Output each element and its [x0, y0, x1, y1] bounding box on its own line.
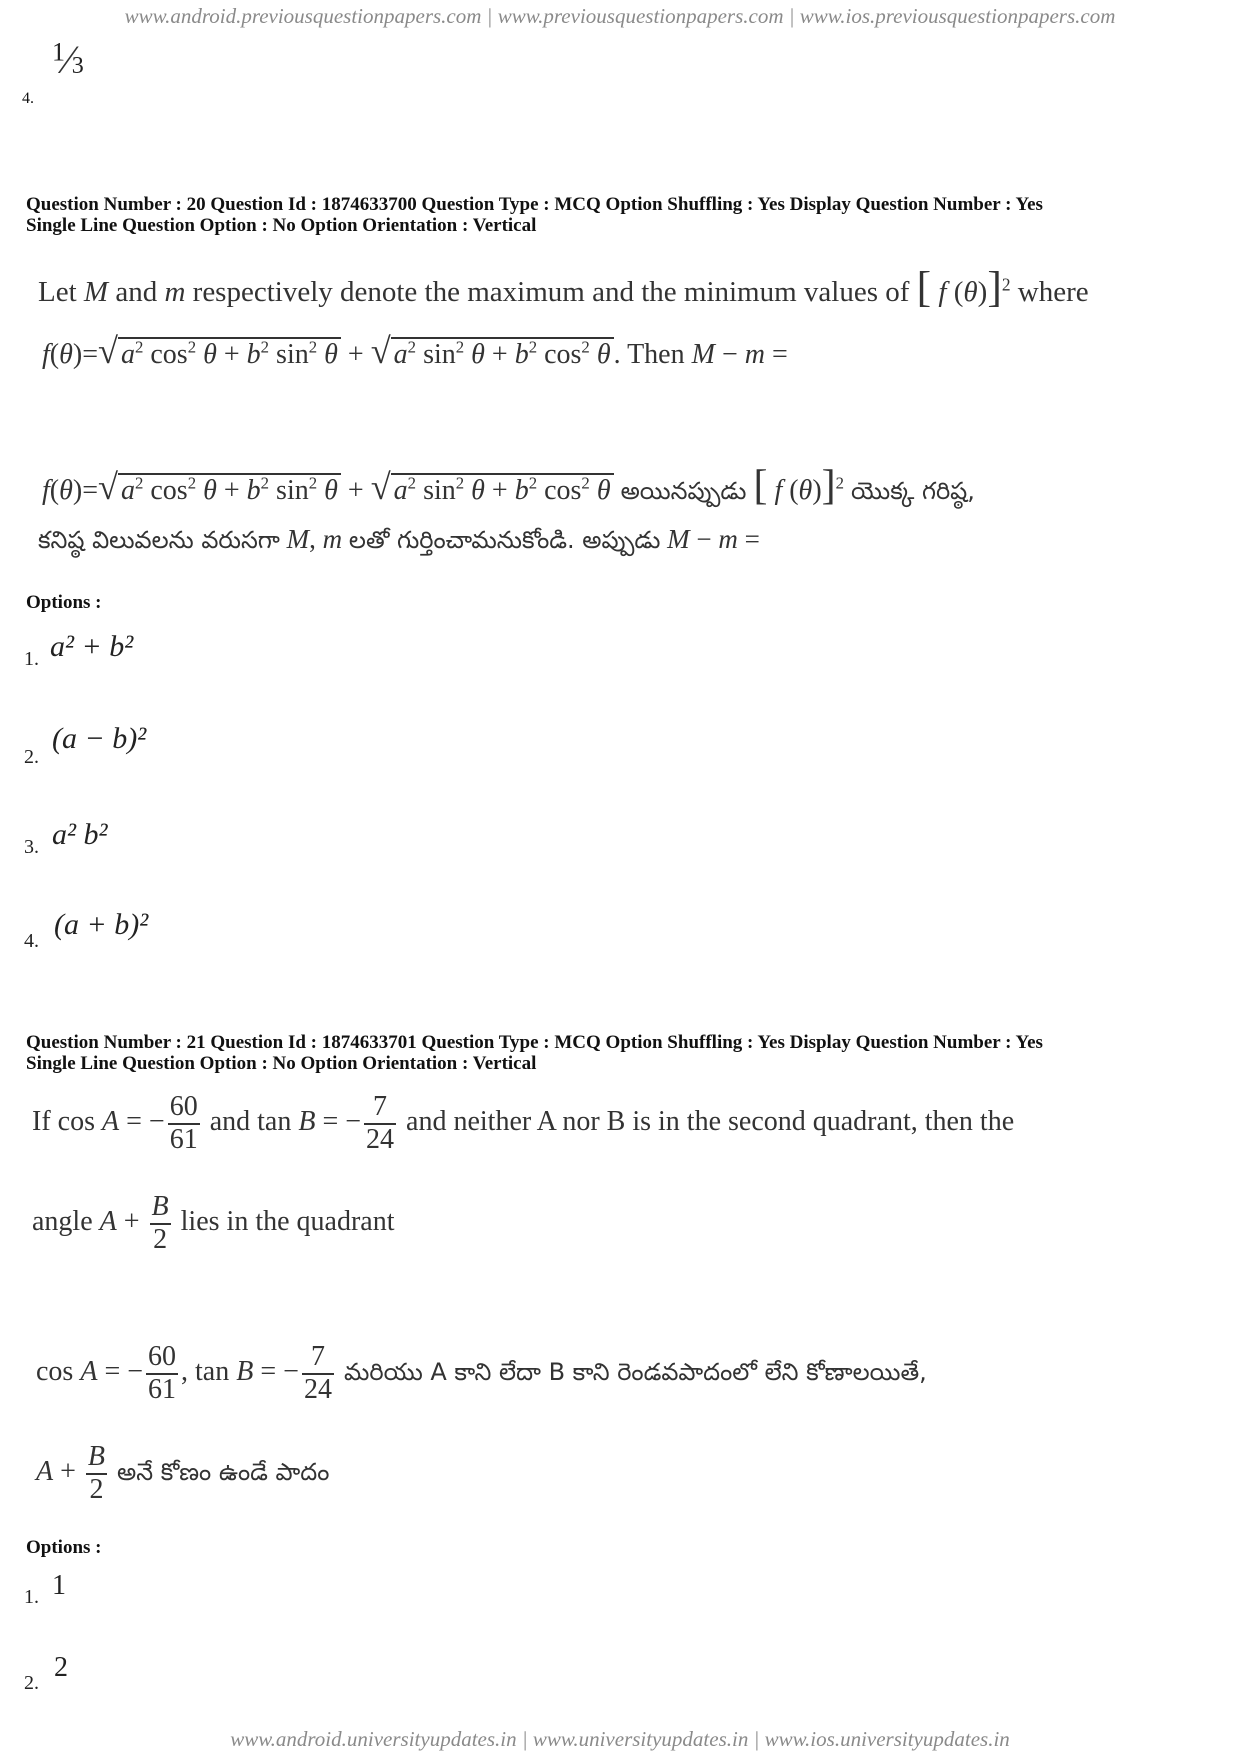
prev-option-number: 4.: [22, 90, 34, 107]
q20-meta-line1: Question Number : 20 Question Id : 1874633700 Question Type : MCQ Option Shuffling : Yes Display Question Number : Yes: [26, 194, 1043, 215]
q20-option-4-value[interactable]: (a + b)²: [54, 908, 149, 941]
q21-meta-line2: Single Line Question Option : No Option Orientation : Vertical: [26, 1053, 537, 1074]
q20-english-line2: f(θ)=√ $a^2$ $\cos^2 \theta + b^2$ $\sin^2 \theta$ + √ $a^2$ $\sin^2 \theta + b^2$ $\cos^2 \theta$ . Then M − m =: [42, 331, 788, 371]
watermark-bottom: www.android.universityupdates.in | www.universityupdates.in | www.ios.universityupdates.in: [230, 1727, 1010, 1751]
q21-option-1-number: 1.: [24, 1586, 39, 1608]
q21-option-2-value[interactable]: 2: [54, 1652, 68, 1683]
q20-option-1-value[interactable]: a² + b²: [50, 630, 134, 663]
q20-telugu-line1: f(θ)=√ $a^2$ $\cos^2 \theta + b^2$ $\sin^2 \theta$ + √ $a^2$ $\sin^2 \theta + b^2$ $\cos^2 \theta$ అయినప్పుడు [ f (θ)]$^2$ యొక్క గరిష్ఠ,: [42, 463, 975, 509]
q21-meta-line1: Question Number : 21 Question Id : 1874633701 Question Type : MCQ Option Shuffling : Yes Display Question Number : Yes: [26, 1032, 1043, 1053]
q21-telugu-line2: A + $\frac{B}{2}$ అనే కోణం ఉండే పాదం: [36, 1441, 330, 1505]
q20-option-1-number: 1.: [24, 648, 39, 670]
q20-option-2-value[interactable]: (a − b)²: [52, 722, 147, 755]
q20-option-3-value[interactable]: a² b²: [52, 818, 108, 851]
q20-telugu-line2: కనిష్ఠ విలువలను వరుసగా M, m లతో గుర్తించామనుకోండి. అప్పుడు M − m =: [38, 524, 760, 554]
q21-option-2-number: 2.: [24, 1672, 39, 1694]
prev-option-value: $^1$⁄3: [52, 37, 84, 82]
q21-english-line1: If cos A = − $\frac{60}{61}$ and tan B = − $\frac{7}{24}$ and neither A nor B is in the second quadrant, then the: [32, 1091, 1015, 1155]
watermark-top: www.android.previousquestionpapers.com | www.previousquestionpapers.com | www.ios.previousquestionpapers.com: [124, 4, 1116, 28]
q20-english-line1: Let M and m respectively denote the maximum and the minimum values of [ f (θ)]$^2$ where: [38, 263, 1089, 311]
q20-option-4-number: 4.: [24, 930, 39, 952]
q21-english-line2: angle A + $\frac{B}{2}$ lies in the quadrant: [32, 1191, 395, 1255]
q21-options-label: Options :: [26, 1537, 102, 1558]
q20-options-label: Options :: [26, 592, 102, 613]
q20-option-3-number: 3.: [24, 836, 39, 858]
q21-telugu-line1: cos A = − $\frac{60}{61}$ , tan B = − $\frac{7}{24}$ మరియు A కాని లేదా B కాని రెండవపాదంలో లేని కోణాలయితే,: [36, 1341, 927, 1405]
q20-meta-line2: Single Line Question Option : No Option Orientation : Vertical: [26, 215, 537, 236]
q20-option-2-number: 2.: [24, 746, 39, 768]
q21-option-1-value[interactable]: 1: [52, 1570, 66, 1601]
